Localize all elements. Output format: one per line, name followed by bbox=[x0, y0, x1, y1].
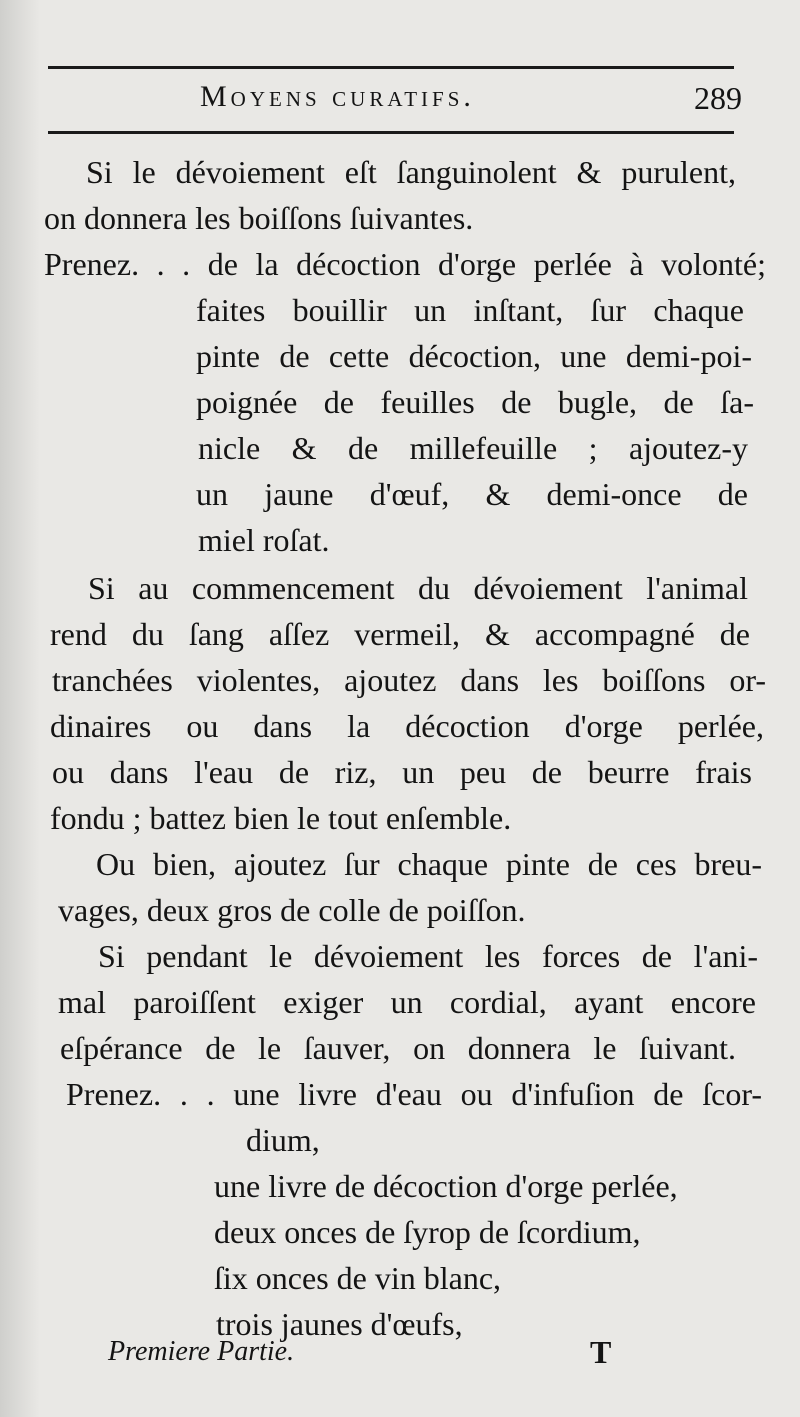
text-line: un jaune d'œuf, & demi-once de bbox=[196, 476, 748, 512]
text-line: pinte de cette décoction, une demi-poi- bbox=[196, 338, 752, 374]
text-line: tranchées violentes, ajoutez dans les boiſſons or- bbox=[52, 662, 766, 698]
header-rule-top bbox=[48, 66, 734, 69]
text-line: deux onces de ſyrop de ſcordium, bbox=[214, 1214, 641, 1250]
text-line: Si le dévoiement eſt ſanguinolent & purulent, bbox=[86, 154, 736, 190]
page-number: 289 bbox=[694, 80, 742, 116]
running-head: Moyens curatifs. bbox=[200, 80, 475, 113]
text-line: rend du ſang aſſez vermeil, & accompagné de bbox=[50, 616, 750, 652]
text-line: on donnera les boiſſons ſuivantes. bbox=[44, 200, 474, 236]
text-line: vages, deux gros de colle de poiſſon. bbox=[58, 892, 526, 928]
text-line: fondu ; battez bien le tout enſemble. bbox=[50, 800, 512, 836]
text-line: dinaires ou dans la décoction d'orge perlée, bbox=[50, 708, 764, 744]
gathering-mark: T bbox=[590, 1334, 612, 1370]
text-line: une livre de décoction d'orge perlée, bbox=[214, 1168, 678, 1204]
text-line: nicle & de millefeuille ; ajoutez-y bbox=[198, 430, 748, 466]
text-line: ſix onces de vin blanc, bbox=[214, 1260, 502, 1296]
text-line: ou dans l'eau de riz, un peu de beurre frais bbox=[52, 754, 752, 790]
header-rule-bottom bbox=[48, 131, 734, 134]
signature-mark: Premiere Partie. bbox=[108, 1336, 295, 1367]
text-line: Si au commencement du dévoiement l'animal bbox=[88, 570, 748, 606]
text-line: faites bouillir un inſtant, ſur chaque bbox=[196, 292, 744, 328]
text-line: poignée de feuilles de bugle, de ſa- bbox=[196, 384, 754, 420]
text-line: Si pendant le dévoiement les forces de l'ani- bbox=[98, 938, 758, 974]
text-line: eſpérance de le ſauver, on donnera le ſuivant. bbox=[60, 1030, 736, 1066]
text-line: Prenez. . . de la décoction d'orge perlée à volonté; bbox=[44, 246, 766, 282]
text-line: Ou bien, ajoutez ſur chaque pinte de ces breu- bbox=[96, 846, 762, 882]
text-line: mal paroiſſent exiger un cordial, ayant encore bbox=[58, 984, 756, 1020]
text-line: miel roſat. bbox=[198, 522, 330, 558]
text-line: dium, bbox=[246, 1122, 320, 1158]
text-line: Prenez. . . une livre d'eau ou d'infuſion de ſcor- bbox=[66, 1076, 762, 1112]
text-line: trois jaunes d'œufs, bbox=[216, 1306, 463, 1342]
page-gutter-shadow bbox=[0, 0, 40, 1417]
